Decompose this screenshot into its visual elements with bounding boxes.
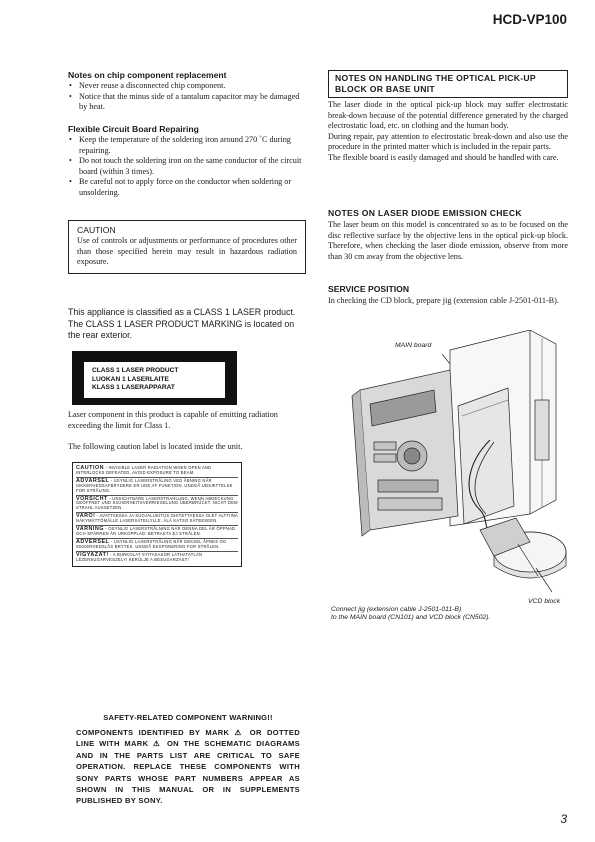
class1-laser-label <box>72 351 237 405</box>
main-board <box>458 388 514 524</box>
list-item: • Do not touch the soldering iron on the same conductor of the circuit board (within 3 times). <box>68 156 306 177</box>
optical-title-box <box>328 70 568 98</box>
list-item: • Keep the temperature of the soldering iron around 270 ˚C during repairing. <box>68 135 306 156</box>
service-text: In checking the CD block, prepare jig (extension cable J-2501-011-B). <box>328 296 559 305</box>
optical-paragraph: The laser diode in the optical pick-up block may suffer electrostatic break-down because of the potential difference generated by the charged electrostatic load, etc. on clothing and the human body. <box>328 100 568 131</box>
flex-section <box>68 124 306 199</box>
caution-label-row: ADVERSEL - USYNLIG LASERSTRÅLING NÅR DEKSEL ÅPNES OG SIKKERHEDSLÅS BRYTES. UNNGÅ EKSPONERING FOR STRÅLEN. <box>76 539 238 552</box>
laser-check-title: NOTES ON LASER DIODE EMISSION CHECK <box>328 208 522 218</box>
model-number: HCD-VP100 <box>492 12 567 27</box>
optical-section <box>328 100 568 164</box>
caution-text: Use of controls or adjustments or performance of procedures other than those specified herein may result in hazardous radiation exposure. <box>77 236 297 267</box>
following-text: The following caution label is located inside the unit. <box>68 442 243 451</box>
safety-text: COMPONENTS IDENTIFIED BY MARK ⚠ OR DOTTED LINE WITH MARK ⚠ ON THE SCHEMATIC DIAGRAMS AND IN THE PARTS LIST ARE CRITICAL TO SAFE OPERATION. REPLACE THESE COMPONENTS WITH SONY PARTS WHOSE PART NUMBERS APPEAR AS SHOWN IN THIS MANUAL OR IN SUPPLEMENTS PUBLISHED BY SONY. <box>76 728 300 806</box>
optical-paragraph: During repair, pay attention to electrostatic break-down and also use the procedure in the printed matter which is included in the repair parts. <box>328 131 568 152</box>
chip-title: Notes on chip component replacement <box>68 70 227 80</box>
caution-label <box>72 462 242 567</box>
laser-label-line: KLASS 1 LASERAPPARAT <box>92 384 175 392</box>
laser-label-line: CLASS 1 LASER PRODUCT <box>92 367 179 374</box>
side-bracket <box>535 400 549 460</box>
list-item: • Notice that the minus side of a tantalum capacitor may be damaged by heat. <box>68 92 306 113</box>
caution-title: CAUTION <box>77 225 116 235</box>
service-section <box>328 284 568 307</box>
caption-line-2: to the MAIN board (CN101) and VCD block (CN502). <box>331 614 491 621</box>
flex-list <box>68 135 306 199</box>
flex-title: Flexible Circuit Board Repairing <box>68 124 199 134</box>
vcd-block-label: VCD block <box>528 598 561 605</box>
caution-label-row: VARNING - OSYNLIG LASERSTRÅLNING NÄR DENNA DEL ÄR ÖPPNAD OCH SPÄRREN ÄR URKOPPLAD. BETRAKTA EJ STRÅLEN. <box>76 526 238 539</box>
caution-label-row: CAUTION - INVISIBLE LASER RADIATION WHEN OPEN AND INTERLOCKS DEFEATED. AVOID EXPOSURE TO BEAM. <box>76 465 238 478</box>
emit-text: Laser component in this product is capable of emitting radiation exceeding the limit for Class 1. <box>68 410 278 430</box>
caution-box <box>68 220 306 274</box>
chip-list <box>68 81 306 113</box>
list-item: • Never reuse a disconnected chip component. <box>68 81 306 92</box>
list-item: • Be careful not to apply force on the conductor when soldering or unsoldering. <box>68 177 306 198</box>
service-position-diagram <box>330 330 570 610</box>
caution-label-row: VORSICHT - UNSICHTBARE LASERSTRAHLUNG, WENN ABDECKUNG GEÖFFNET UND SICHERHEITSVERRIEGELUNG ÜBERBRÜCKT. NICHT DEM STRAHL AUSSETZEN. <box>76 496 238 514</box>
laser-check-text: The laser beam on this model is concentrated so as to be focused on the disc reflective surface by the objective lens in the optical pick-up block. Therefore, when checking the laser diode emission, observe from more than 30 cm away from the objective lens. <box>328 220 568 261</box>
chip-section <box>68 70 306 113</box>
safety-title: SAFETY-RELATED COMPONENT WARNING!! <box>103 713 273 722</box>
caution-label-row: VARO! - AVATTAESSA JA SUOJALUKITUS OHITETTAESSA OLET ALTTIINA NÄKYMÄTTÖMÄLLE LASERSÄTEILYLLE. ÄLÄ KATSO SÄTEESEEN. <box>76 513 238 526</box>
optical-title: NOTES ON HANDLING THE OPTICAL PICK-UP BLOCK OR BASE UNIT <box>335 73 536 94</box>
caution-label-row: VIGYAZAT! - A BURKOLAT SYITASAKOR LATHATATLAN LÉZERSUGARVESZELY! KERÜLJE A BESUGARZAST! <box>76 551 203 562</box>
caution-label-row: ADVARSEL - USYNLIG LASERSTRÅLING VED ÅBNING NÅR SIKKERHEDSAFBRYDERE ER UDE AF FUNKTION. UNDGÅ UDSÆTTELSE FOR STRÅLING. <box>76 478 238 496</box>
optical-paragraph: The flexible board is easily damaged and should be handled with care. <box>328 152 559 162</box>
class1-text: This appliance is classified as a CLASS 1 LASER product. The CLASS 1 LASER PRODUCT MARKING is located on the rear exterior. <box>68 307 296 341</box>
laser-label-line: LUOKAN 1 LASERLAITE <box>92 375 169 383</box>
caption-line-1: Connect jig (extension cable J-2501-011-B) <box>331 606 462 613</box>
laser-check-section <box>328 208 568 262</box>
laser-label-inner <box>84 362 225 398</box>
service-title: SERVICE POSITION <box>328 284 410 294</box>
main-board-label: MAIN board <box>395 342 432 349</box>
page-number: 3 <box>560 812 567 826</box>
